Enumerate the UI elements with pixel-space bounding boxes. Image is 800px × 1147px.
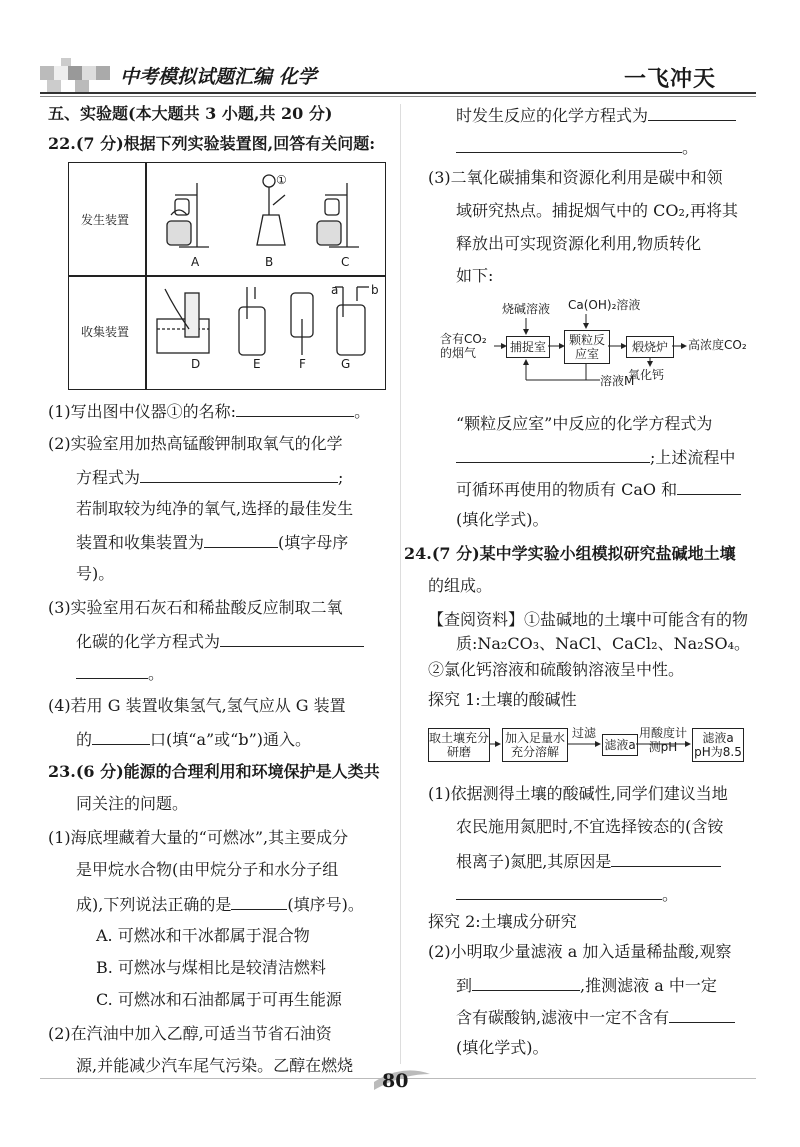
- soil-flow-diagram: [428, 724, 758, 768]
- answer-blank[interactable]: [220, 630, 364, 647]
- q22-stem: [48, 134, 375, 154]
- apparatus-d-icon: [157, 289, 209, 353]
- q23-p1c-post: (填序号)。: [287, 895, 364, 914]
- q22-p2d-text: 装置和收集装置为: [76, 533, 205, 552]
- soil-step-dissolve: 加入足量水充分溶解: [502, 728, 568, 762]
- q24-p2b-pre: 到: [456, 976, 473, 995]
- q23-stem-b: 同关注的问题。: [76, 794, 189, 813]
- answer-blank[interactable]: [472, 974, 580, 991]
- answer-blank[interactable]: [611, 850, 721, 867]
- answer-blank[interactable]: [677, 478, 741, 495]
- answer-blank[interactable]: [76, 662, 148, 679]
- q22-p2a: (2)实验室用加热高锰酸钾制取氧气的化学: [48, 434, 343, 453]
- header-rule: [40, 92, 756, 94]
- q23-p1b: 是甲烷水合物(由甲烷分子和水分子组: [76, 860, 339, 879]
- label-g: G: [341, 357, 351, 371]
- flow-granule-box: 颗粒反应室: [564, 330, 610, 364]
- q23-p1c: [76, 893, 364, 915]
- apparatus-c-icon: [317, 183, 359, 247]
- q24-stem-a-text: 24.(7 分)某中学实验小组模拟研究盐碱地土壤: [404, 544, 736, 563]
- q23-p2d: [456, 136, 698, 158]
- flow-alkali: 烧碱溶液: [502, 302, 551, 316]
- q23-stem-a-text: 23.(6 分)能源的合理利用和环境保护是人类共: [48, 762, 380, 781]
- q24-p1c: [456, 850, 721, 872]
- q22-p2d: [76, 531, 348, 553]
- soil-meter-label: 用酸度计测pH: [638, 726, 687, 754]
- q23-p3e: “颗粒反应室”中反应的化学方程式为: [456, 414, 713, 433]
- q23-stem-a: [48, 762, 380, 782]
- q24-p2b: [456, 974, 717, 996]
- collection-apparatus-drawing: [147, 279, 383, 369]
- apparatus-e-icon: [239, 287, 265, 355]
- q22-p3b-text: 化碳的化学方程式为: [76, 632, 221, 651]
- q24-p2b-post: ,推测滤液 a 中一定: [580, 976, 717, 995]
- answer-blank[interactable]: [456, 446, 650, 463]
- apparatus-table: [68, 162, 386, 390]
- flow-output: 高浓度CO₂: [688, 338, 747, 352]
- q22-p3c-end: 。: [148, 664, 165, 683]
- q23-p3b: 域研究热点。捕捉烟气中的 CO₂,再将其: [456, 201, 738, 220]
- label-b: B: [265, 255, 274, 269]
- q24-info-b: 质:Na₂CO₃、NaCl、CaCl₂、Na₂SO₄。: [456, 634, 751, 653]
- q23-p3h: (填化学式)。: [456, 510, 549, 529]
- q24-p2c: [456, 1006, 735, 1028]
- q22-p2b: [76, 466, 343, 488]
- mark-a: a: [331, 283, 339, 297]
- flow-kiln-box: 煅烧炉: [626, 336, 674, 358]
- q23-p3d: 如下:: [456, 266, 494, 285]
- answer-blank[interactable]: [236, 400, 354, 417]
- soil-filter-label: 过滤: [572, 726, 597, 740]
- answer-blank[interactable]: [204, 531, 278, 548]
- flow-capture-box: 捕捉室: [506, 336, 550, 358]
- label-e: E: [253, 357, 261, 371]
- q23-p3a: (3)二氧化碳捕集和资源化利用是碳中和领: [428, 168, 723, 187]
- q23-p2c: [456, 104, 736, 126]
- label-a: A: [191, 255, 200, 269]
- mark-b: b: [371, 283, 379, 297]
- q24-exp2: 探究 2:土壤成分研究: [428, 912, 577, 931]
- soil-step-filtrate: 滤液a: [602, 734, 638, 756]
- q22-p3c: [76, 662, 164, 684]
- answer-blank[interactable]: [231, 893, 287, 910]
- q22-p2c: 若制取较为纯净的氧气,选择的最佳发生: [76, 499, 354, 518]
- flow-lime: Ca(OH)₂溶液: [568, 298, 641, 312]
- answer-blank[interactable]: [456, 883, 662, 900]
- apparatus-f-icon: [291, 293, 313, 355]
- answer-blank[interactable]: [669, 1006, 735, 1023]
- q22-p4b-post: 口(填“a”或“b”)通入。: [150, 730, 312, 749]
- answer-blank[interactable]: [140, 466, 338, 483]
- q24-stem-b: 的组成。: [428, 576, 493, 595]
- q24-info-a: 【查阅资料】①盐碱地的土壤中可能含有的物: [428, 610, 749, 629]
- answer-blank[interactable]: [92, 728, 150, 745]
- q22-p1-text: (1)写出图中仪器①的名称:: [48, 402, 237, 421]
- q22-p3b: [76, 630, 364, 652]
- answer-blank[interactable]: [456, 136, 682, 153]
- q24-p1d-end: 。: [662, 885, 679, 904]
- q22-p1-end: 。: [354, 402, 371, 421]
- soil-step-grind: 取土壤充分研磨: [428, 728, 490, 762]
- q23-p2a: (2)在汽油中加入乙醇,可适当节省石油资: [48, 1024, 332, 1043]
- q22-p4b: [76, 728, 311, 750]
- co2-flow-diagram: [440, 294, 756, 400]
- q22-stem-text: 22.(7 分)根据下列实验装置图,回答有关问题:: [48, 134, 376, 153]
- row-label-collection: 收集装置: [81, 325, 130, 339]
- q22-p3a: (3)实验室用石灰石和稀盐酸反应制取二氧: [48, 598, 343, 617]
- flow-solution-m: 溶液M: [600, 374, 635, 388]
- q22-p4b-pre: 的: [76, 730, 93, 749]
- q23-p2c-text: 时发生反应的化学方程式为: [456, 106, 649, 125]
- q24-p1b: 农民施用氮肥时,不宜选择铵态的(含铵: [456, 817, 724, 836]
- page-number: 80: [382, 1070, 409, 1092]
- label-d: D: [191, 357, 201, 371]
- q23-p2b: 源,并能减少汽车尾气污染。乙醇在燃烧: [76, 1056, 354, 1075]
- q23-option-a: A. 可燃冰和干冰都属于混合物: [96, 926, 310, 945]
- q24-stem-a: [404, 544, 736, 564]
- q22-p2b-end: ;: [338, 468, 344, 487]
- q23-option-b: B. 可燃冰与煤相比是较清洁燃料: [96, 958, 326, 977]
- header-brand: 一飞冲天: [624, 67, 717, 92]
- q24-exp1: 探究 1:土壤的酸碱性: [428, 690, 577, 709]
- header-title: 中考模拟试题汇编 化学: [120, 66, 317, 88]
- q24-p1c-text: 根离子)氮肥,其原因是: [456, 852, 612, 871]
- apparatus-g-icon: [335, 287, 369, 355]
- section-heading: 五、实验题(本大题共 3 小题,共 20 分): [48, 104, 333, 123]
- q23-option-c: C. 可燃冰和石油都属于可再生能源: [96, 990, 342, 1009]
- mark-1: ①: [276, 173, 287, 187]
- header-decoration: [40, 58, 120, 92]
- q22-p4a: (4)若用 G 装置收集氢气,氢气应从 G 装置: [48, 696, 346, 715]
- q23-p3f-end: ;上述流程中: [650, 448, 736, 467]
- q24-p2a: (2)小明取少量滤液 a 加入适量稀盐酸,观察: [428, 942, 732, 961]
- q23-p1a: (1)海底埋藏着大量的“可燃冰”,其主要成分: [48, 828, 349, 847]
- answer-blank[interactable]: [648, 104, 736, 121]
- q22-p2d-end: (填字母序: [278, 533, 349, 552]
- header-rule-thin: [40, 96, 756, 97]
- q22-p2e: 号)。: [76, 564, 115, 583]
- q24-p2d: (填化学式)。: [456, 1038, 549, 1057]
- row-label-generation: 发生装置: [81, 213, 130, 227]
- q24-p1d: [456, 883, 678, 905]
- q23-p2d-end: 。: [682, 138, 699, 157]
- q23-p3g: [456, 478, 741, 500]
- q22-p1: [48, 400, 370, 422]
- flow-input: 含有CO₂的烟气: [440, 332, 487, 360]
- soil-step-result: 滤液a pH为8.5: [692, 728, 744, 762]
- label-f: F: [299, 357, 306, 371]
- q24-p1a: (1)依据测得土壤的酸碱性,同学们建议当地: [428, 784, 728, 803]
- q23-p3f: [456, 446, 735, 468]
- label-c: C: [341, 255, 350, 269]
- q24-info-c: ②氯化钙溶液和硫酸钠溶液呈中性。: [428, 660, 685, 679]
- q22-p2b-text: 方程式为: [76, 468, 141, 487]
- q23-p1c-pre: 成),下列说法正确的是: [76, 895, 232, 914]
- q24-p2c-text: 含有碳酸钠,滤液中一定不含有: [456, 1008, 670, 1027]
- apparatus-a-icon: [167, 183, 209, 247]
- q23-p3c: 释放出可实现资源化利用,物质转化: [456, 234, 702, 253]
- checker-pattern-icon: [40, 58, 120, 92]
- q23-p3g-text: 可循环再使用的物质有 CaO 和: [456, 480, 678, 499]
- column-divider: [400, 104, 401, 1064]
- flow-cao: 氧化钙: [628, 368, 665, 382]
